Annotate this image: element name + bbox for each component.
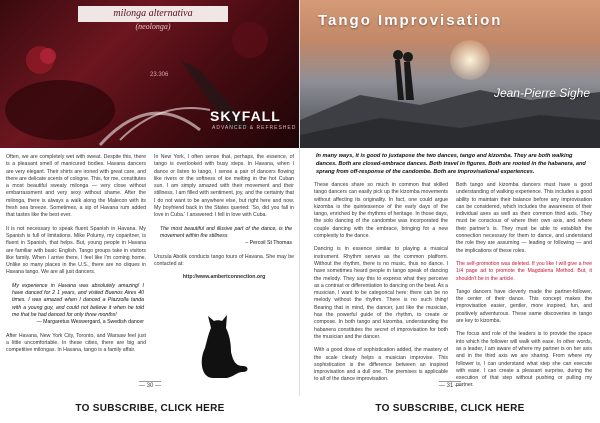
paragraph: Often, we are completely wet with sweat. Despite this, there is a pleasant smell of manicured bodies. Havana dancers are very elegant. Their shirts are ironed with great care, and there are delicate scents of cologne. This, for me, constitutes a most beautiful sweaty milonga — very close without embarrassment and very sexy without shame. After the milonga, there is always a walk along the Malecon with its fresh sea breeze. Sometimes, a sip of Havana rum added that tastes like the best ever. [6,154,146,219]
lead-paragraph: In many ways, it is good to juxtapose the two dances, tango and kizomba. They are both walking dances. Both are closed-embrace dances. Both travel in figures. Both are rooted in the habanera, and sprang from off-response of the candombe. Both are improvisational experiences. [316,153,586,175]
paragraph: Both tango and kizomba dancers must have a good understanding of walking experience. This includes a good ability to maintain their balance before any improvisation can be considered, which includes the awareness of their individual axes as well as their common third axis. They must be conscious of where their own axis, and where their partner's is. They must be able to establish the connection necessary for them to dance, and understand the role they are assuming — leading or following — and the implications of these roles. [456,182,592,254]
page-number: — 30 — [138,383,161,389]
brand-logo: SKYFALL [210,108,281,124]
quote-attribution: — Margaretus Weswergard, a Swedish dancer [36,319,144,326]
paragraph: The focus and role of the leaders is to provide the space into which the follower will walk with ease. In other words, as a leader, I am aware of where my partner is on her axis and in the third axis we are sharing. From where my follower is, I can understand what step she can execute with ease. I can create a pleasant surprise, during the execution of that step without pushing or pulling my partner. [456,331,592,389]
left-column-2 [154,154,294,287]
cd-title: milonga alternativa [78,6,228,22]
pull-quote [6,283,146,327]
right-column-2 [456,182,592,396]
subscribe-link[interactable]: TO SUBSCRIBE, CLICK HERE [75,403,225,414]
left-column-1 [6,154,146,360]
brand-tagline: ADVANCED & REFRESHED [212,125,297,131]
paragraph: These dances share so much in common that skilled tango dancers can easily pick up the kizomba movements without affecting its originality. In fact, one could argue kizomba is the quintessence of the early days of the tango, enriched by the rhythms of heritage. In those days, the solo dancing of the candombe was incorporated the couple dancing with the embrace, bringing for a new complexity to the dance. [314,182,448,240]
paragraph: It is not necessary to speak fluent Spanish in Havana. My Spanish is full of limitations. Mike Polumy, my coparitner, is fluent in Spanish, that helps. But, young people in Havana are familiar with basic English. Tango groups take in visitors like family. When I arrive there, I feel like I'm coming home. Unlike so many places in the U.S., there are no cliques in Havana tango. We are all just dancers. [6,225,146,276]
paragraph: Dancing is in essence similar to playing a musical instrument. Rhythm serves as the common platform. Without the rhythm, there is no music, thus no dance. I have sometimes heard people in tango speak of dancing the melody. They say this to express what they perceive as a contrast or differentiation to dancing on the beat. As a musician, I want to be categorical here: there can be no melody without the rhythm. There is no such thing! Bearing that in mind, the dancer, just like the musician, has the powerful guide of the rhythm, to create or compose. In both tango and kizomba, understanding the habanera constitutes the secret of improvisation for both the musician and the dancer. [314,246,449,340]
quote-attribution: – Percoil St Thomas [245,240,292,247]
contact-url[interactable]: http://www.ambertconnection.org [182,274,266,281]
quote-text: My experience in Havana was absolutely amazing! I have danced for 2 1 years, and visited Buenos Aires 40 times. I was amazed when I danced a Piazzolla tanda with a young guy, and could not believe it when he told me that he had danced for only three months! [12,282,144,318]
cd-subtitle: (neolonga) [135,22,171,31]
page-number: — 31 — [438,383,461,389]
author-name: Jean-Pierre Sighe [493,86,590,100]
cd-code: 23.306 [150,72,169,78]
cat-silhouette-icon [191,300,251,380]
right-page [300,0,600,396]
editor-note: The self-promotion was deleted. If you like I will give a free 1/4 page ad to promote the Magdalena Method. But, it shouldn't be in the article. [456,260,592,282]
subscribe-link[interactable]: TO SUBSCRIBE, CLICK HERE [375,403,525,414]
paragraph: After Havana, New York City, Toronto, and Warsaw feel just a little uncomfortable. In these cities, there are big and competitive milongas. In Havana, tango is a family affair. [6,332,146,354]
paragraph: Tango dancers have cleverly made the partner-follower, the center of their dance. This concept makes the improvisation easier, gentler, more inspired, fun, and positively adventurous. These same discoveries in tango are key to kizomba. [456,288,592,325]
pull-quote [154,226,294,248]
paragraph: In New York, I often sense that, perhaps, the essence, of tango is overlooked with busy steps. In Havana, when I dance or listen to tango, I sense a pair of dancers flowing like rivers or the softness of ice melting in the hot Cuban sun. I am simply amazed with their movement and their stillness. I am filled with sentiment, joy, and the certainty that I do not want to be anywhere else, but right here and now. My boyfriend back in the States queried: 'So, did you fall in love in Cuba.' I answered: I fell in love with Cuba. [154,154,294,219]
dancers-photo [300,0,600,148]
left-page [0,0,300,396]
article-title: Tango Improvisation [318,12,503,29]
paragraph: Urszula Abolik conducts tango tours of Havana. She may be contacted at: [154,253,294,267]
subscribe-bar-right [300,396,600,423]
right-column-1 [314,182,448,390]
paragraph: With a good dose of sophistication added, the mastery of the scale clearly helps a musician improvise. This sophistication is the difference between an inspired improvisation and a dull one. The premises is applicable to all of the dance improvisation. [314,347,448,383]
quote-text: The most beautiful and illusive part of the dance, is the movement within the stillness [160,225,292,239]
cd-cover-image [0,0,300,148]
subscribe-bar-left [0,396,300,423]
